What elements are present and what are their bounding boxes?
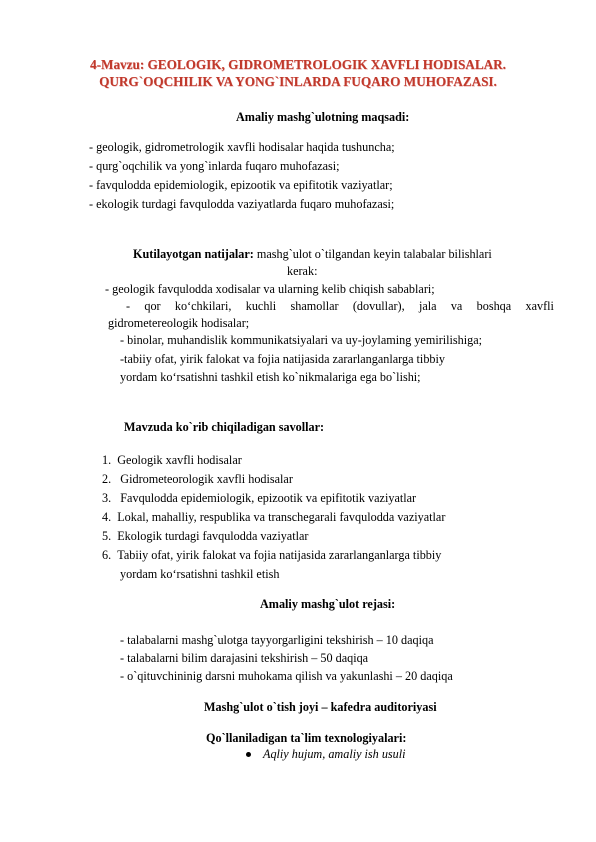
word: shamollar	[290, 299, 339, 313]
question-item	[102, 548, 441, 563]
page-title-line1: 4-Mavzu: GEOLOGIK, GIDROMETROLOGIK XAVFLI HODISALAR.	[90, 57, 506, 72]
results-item: -tabiiy ofat, yirik falokat va fojia natijasida zararlanganlarga tibbiy	[120, 352, 445, 366]
results-heading-text: mashg`ulot o`tilgandan keyin talabalar bilishlari	[253, 247, 492, 261]
question-number: 3.	[102, 491, 112, 505]
goals-item: - qurg`oqchilik va yong`inlarda fuqaro muhofazasi;	[89, 159, 340, 173]
technologies-item	[246, 747, 406, 762]
question-number: 1.	[102, 453, 112, 467]
goals-item: - geologik, gidrometrologik xavfli hodisalar haqida tushuncha;	[89, 140, 395, 154]
question-text: Geologik xavfli hodisalar	[117, 453, 242, 467]
results-heading	[133, 247, 492, 262]
word: kuchli	[245, 299, 277, 313]
results-item-justified	[126, 299, 554, 314]
question-text: Lokal, mahalliy, respublika va transchegarali favqulodda vaziyatlar	[117, 510, 446, 524]
question-text: Gidrometeorologik xavfli hodisalar	[117, 472, 293, 486]
word: qor	[144, 299, 161, 313]
goals-heading: Amaliy mashg`ulotning maqsadi:	[236, 110, 410, 124]
question-item	[102, 472, 293, 487]
word: xavfli	[525, 299, 554, 313]
results-item-line2: gidrometereologik hodisalar;	[108, 316, 250, 330]
questions-heading: Mavzuda ko`rib chiqiladigan savollar:	[124, 420, 325, 434]
plan-item: - talabalarni mashg`ulotga tayyorgarligini tekshirish – 10 daqiqa	[120, 633, 434, 647]
technologies-heading: Qo`llaniladigan ta`lim texnologiyalari:	[206, 731, 407, 745]
word: -	[126, 299, 131, 313]
question-item-line2: yordam ko‘rsatishni tashkil etish	[120, 567, 280, 581]
word: va	[450, 299, 463, 313]
question-text: Ekologik turdagi favqulodda vaziyatlar	[117, 529, 309, 543]
goals-item: - favqulodda epidemiologik, epizootik va epifitotik vaziyatlar;	[89, 178, 393, 192]
question-number: 4.	[102, 510, 112, 524]
technologies-item-text: Aqliy hujum, amaliy ish usuli	[263, 747, 406, 761]
goals-item: - ekologik turdagi favqulodda vaziyatlarda fuqaro muhofazasi;	[89, 197, 395, 211]
page-title-line2: QURG`OQCHILIK VA YONG`INLARDA FUQARO MUHOFAZASI.	[99, 74, 497, 89]
question-number: 2.	[102, 472, 112, 486]
word: boshqa	[476, 299, 512, 313]
question-item	[102, 491, 416, 506]
plan-item: - talabalarni bilim darajasini tekshirish – 50 daqiqa	[120, 651, 369, 665]
word: ko‘chkilari,	[174, 299, 232, 313]
question-text: Favqulodda epidemiologik, epizootik va epifitotik vaziyatlar	[117, 491, 417, 505]
question-item	[102, 510, 445, 525]
question-text: Tabiiy ofat, yirik falokat va fojia natijasida zararlanganlarga tibbiy	[117, 548, 442, 562]
plan-heading: Amaliy mashg`ulot rejasi:	[260, 597, 396, 611]
word: (dovullar),	[352, 299, 405, 313]
results-item: - binolar, muhandislik kommunikatsiyalari va uy-joylaming yemirilishiga;	[120, 333, 483, 347]
results-item: - geologik favqulodda xodisalar va ularning kelib chiqish sabablari;	[105, 282, 435, 296]
word: jala	[418, 299, 437, 313]
question-item	[102, 529, 308, 544]
results-item-line2: yordam ko‘rsatishni tashkil etish ko`nikmalariga ega bo`lishi;	[120, 370, 421, 384]
question-item	[102, 453, 242, 468]
question-number: 5.	[102, 529, 112, 543]
plan-item: - o`qituvchininig darsni muhokama qilish va yakunlashi – 20 daqiqa	[120, 669, 453, 683]
results-heading-label: Kutilayotgan natijalar:	[133, 247, 254, 261]
location-text: Mashg`ulot o`tish joyi – kafedra auditoriyasi	[204, 700, 437, 714]
bullet-icon	[246, 752, 251, 757]
question-number: 6.	[102, 548, 112, 562]
results-heading-line2: kerak:	[287, 264, 318, 278]
